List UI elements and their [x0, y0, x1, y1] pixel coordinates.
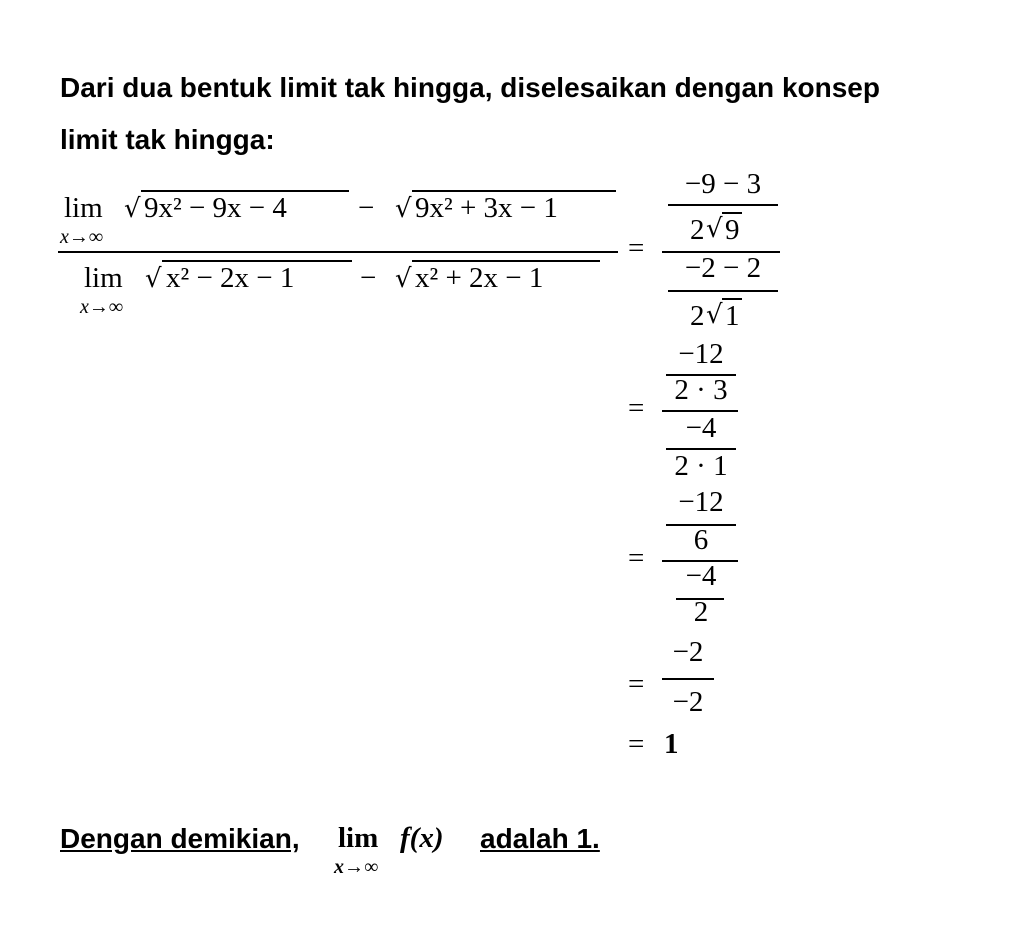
sqrt-icon: √: [124, 194, 141, 224]
s1-bot-den-coef: 2: [690, 300, 705, 332]
num-expr-2: 9x² + 3x − 1: [415, 192, 558, 224]
equals-sign: =: [628, 728, 645, 760]
conclusion-lim-sub: x→∞: [334, 856, 379, 878]
s1-top-den-rad: 9: [725, 214, 740, 246]
s1-bot-den-rad: 1: [725, 300, 740, 332]
conclusion-lim: lim: [338, 822, 379, 854]
equals-sign: =: [628, 392, 645, 424]
intro-line-2: limit tak hingga:: [60, 124, 275, 155]
s2-bot-den: 2 · 1: [674, 450, 728, 482]
equals-sign: =: [628, 668, 645, 700]
s4-num: −2: [672, 636, 704, 668]
sqrt-icon: √: [395, 194, 412, 224]
sqrt-icon: √: [706, 214, 723, 244]
fraction-bar: [58, 251, 618, 253]
s3-top-den: 6: [693, 524, 709, 556]
conclusion-prefix: Dengan demikian,: [60, 823, 300, 854]
conclusion-suffix: adalah 1.: [480, 823, 600, 854]
den-expr-2: x² + 2x − 1: [415, 262, 544, 294]
equals-sign: =: [628, 542, 645, 574]
den-lim-sub: x→∞: [80, 296, 124, 318]
s3-bot-num: −4: [685, 560, 717, 592]
s1-bot-num: −2 − 2: [684, 252, 762, 284]
fraction-bar: [668, 290, 778, 292]
den-lim: lim: [84, 262, 123, 294]
num-lim-sub: x→∞: [60, 226, 104, 248]
sqrt-icon: √: [395, 264, 412, 294]
sqrt-icon: √: [145, 264, 162, 294]
num-lim: lim: [64, 192, 103, 224]
s3-bot-den: 2: [693, 596, 709, 628]
intro-line-1: Dari dua bentuk limit tak hingga, diselesaikan dengan konsep: [60, 72, 880, 103]
s1-top-den-coef: 2: [690, 214, 705, 246]
num-minus: −: [358, 192, 375, 224]
equals-sign: =: [628, 232, 645, 264]
s3-top-num: −12: [678, 486, 724, 518]
s4-den: −2: [672, 686, 704, 718]
s2-top-den: 2 · 3: [674, 374, 728, 406]
fraction-bar: [662, 678, 714, 680]
s2-bot-num: −4: [685, 412, 717, 444]
s2-top-num: −12: [678, 338, 724, 370]
final-result: 1: [664, 728, 679, 760]
s1-top-num: −9 − 3: [684, 168, 762, 200]
conclusion-func: f(x): [400, 822, 444, 854]
den-expr-1: x² − 2x − 1: [166, 262, 295, 294]
fraction-bar: [668, 204, 778, 206]
num-expr-1: 9x² − 9x − 4: [144, 192, 287, 224]
den-minus: −: [360, 262, 377, 294]
sqrt-icon: √: [706, 300, 723, 330]
